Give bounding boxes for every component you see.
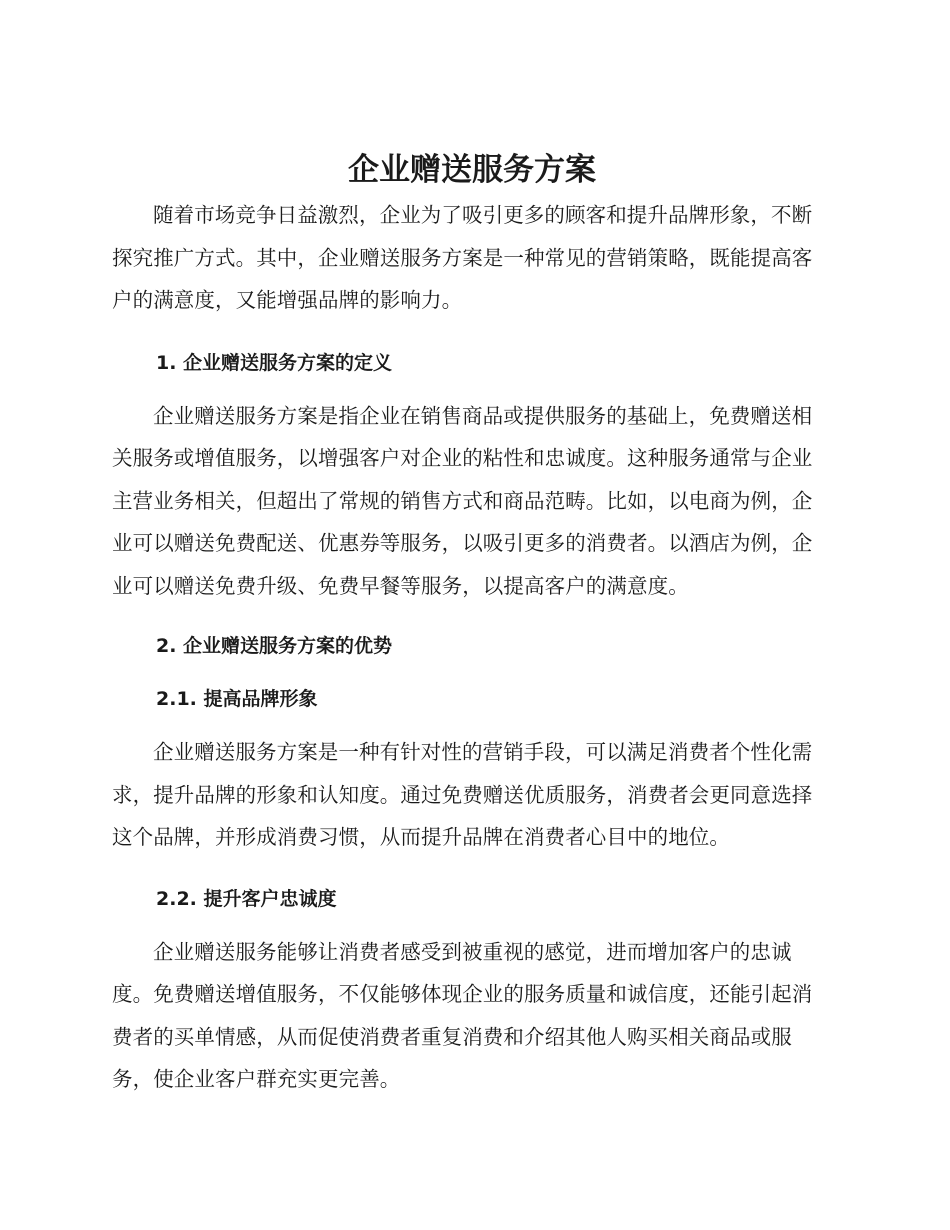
section-1-paragraph: 企业赠送服务方案是指企业在销售商品或提供服务的基础上，免费赠送相关服务或增值服务，以增强客户对企业的粘性和忠诚度。这种服务通常与企业主营业务相关，但超出了常规的销售方式和商品范畴。比如，以电商为例，企业可以赠送免费配送、优惠券等服务，以吸引更多的消费者。以酒店为例，企业可以赠送免费升级、免费早餐等服务，以提高客户的满意度。 (112, 403, 813, 598)
section-2-1-heading: 2.1. 提高品牌形象 (156, 688, 318, 710)
section-2-2-heading: 2.2. 提升客户忠诚度 (156, 887, 337, 910)
section-1-heading: 1. 企业赠送服务方案的定义 (156, 351, 393, 374)
section-2-heading: 2. 企业赠送服务方案的优势 (156, 635, 393, 657)
document-title: 企业赠送服务方案 (348, 152, 596, 188)
intro-paragraph: 随着市场竞争日益激烈，企业为了吸引更多的顾客和提升品牌形象，不断探究推广方式。其中，企业赠送服务方案是一种常见的营销策略，既能提高客户的满意度，又能增强品牌的影响力。 (112, 203, 813, 312)
document-page (112, 150, 832, 1101)
section-2-1-paragraph: 企业赠送服务方案是一种有针对性的营销手段，可以满足消费者个性化需求，提升品牌的形象和认知度。通过免费赠送优质服务，消费者会更同意选择这个品牌，并形成消费习惯，从而提升品牌在消费者心目中的地位。 (112, 740, 813, 849)
section-2-2-paragraph: 企业赠送服务能够让消费者感受到被重视的感觉，进而增加客户的忠诚度。免费赠送增值服务，不仅能够体现企业的服务质量和诚信度，还能引起消费者的买单情感，从而促使消费者重复消费和介绍其他人购买相关商品或服务，使企业客户群充实更完善。 (112, 939, 813, 1091)
